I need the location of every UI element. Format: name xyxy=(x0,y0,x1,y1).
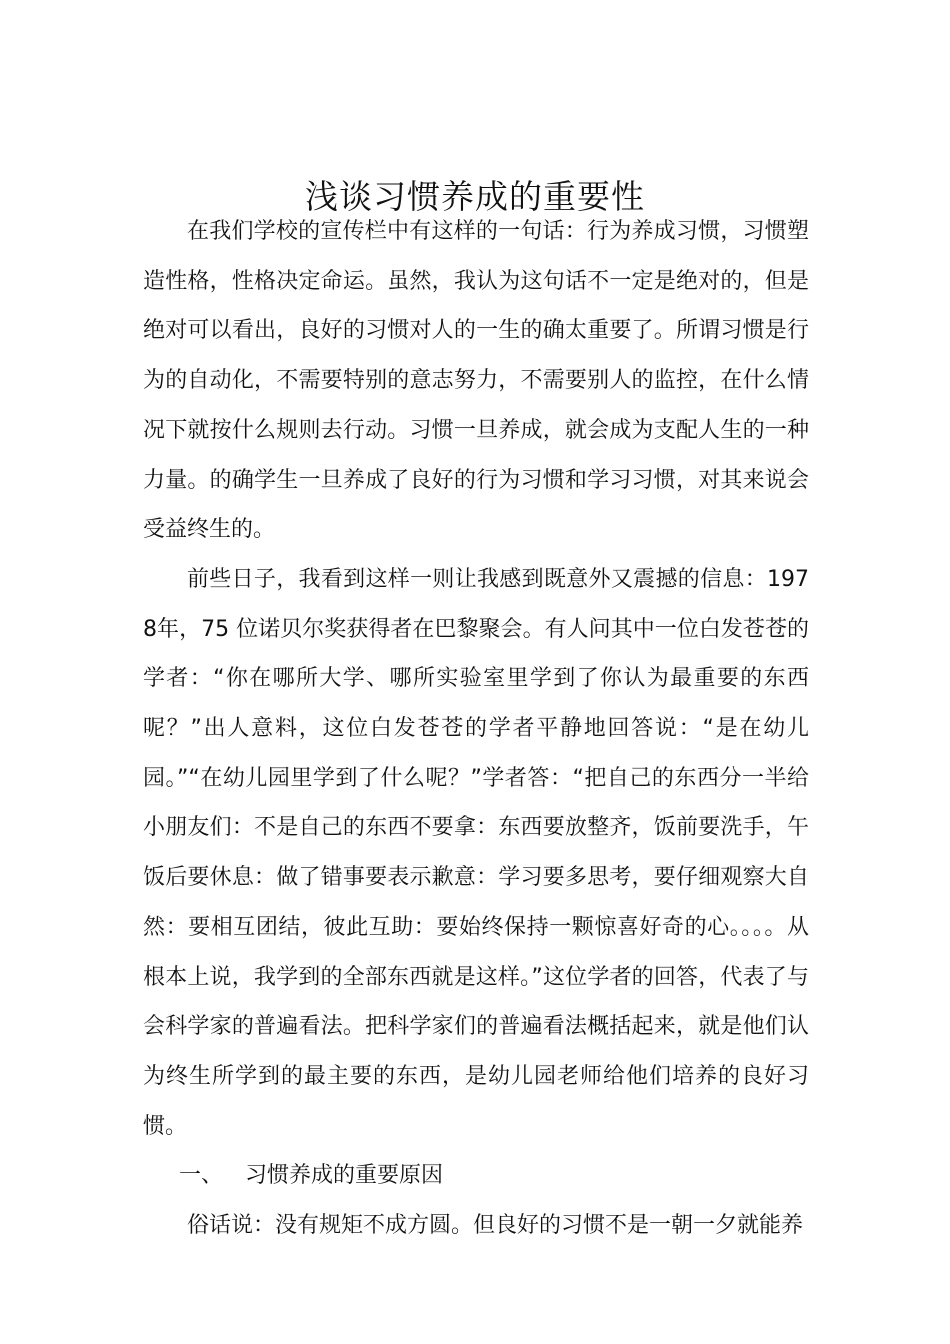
paragraph-3: 俗话说：没有规矩不成方圆。但良好的习惯不是一朝一夕就能养 xyxy=(187,1213,804,1239)
section-heading-number: 一、 xyxy=(179,1163,224,1189)
section-heading xyxy=(143,1151,809,1201)
paragraph-2: 前些日子，我看到这样一则让我感到既意外又震撼的信息：1978年，75 位诺贝尔奖获得者在巴黎聚会。有人问其中一位白发苍苍的学者：“你在哪所大学、哪所实验室里学到了你认为最重要的东西呢？”出人意料，这位白发苍苍的学者平静地回答说：“是在幼儿园。”“在幼儿园里学到了什么呢？”学者答：“把自己的东西分一半给小朋友们：不是自己的东西不要拿：东西要放整齐，饭前要洗手，午饭后要休息：做了错事要表示歉意：学习要多思考，要仔细观察大自然：要相互团结，彼此互助：要始终保持一颗惊喜好奇的心。。。。从根本上说，我学到的全部东西就是这样。”这位学者的回答，代表了与会科学家的普遍看法。把科学家们的普遍看法概括起来，就是他们认为终生所学到的最主要的东西，是幼儿园老师给他们培养的良好习惯。 xyxy=(143,566,809,1139)
document-title: 浅谈习惯养成的重要性 xyxy=(305,177,645,217)
section-heading-text: 习惯养成的重要原因 xyxy=(245,1163,444,1189)
document-body xyxy=(143,207,809,1251)
paragraph-1: 在我们学校的宣传栏中有这样的一句话：行为养成习惯，习惯塑造性格，性格决定命运。虽然，我认为这句话不一定是绝对的，但是绝对可以看出，良好的习惯对人的一生的确太重要了。所谓习惯是行为的自动化，不需要特别的意志努力，不需要别人的监控，在什么情况下就按什么规则去行动。习惯一旦养成，就会成为支配人生的一种力量。的确学生一旦养成了良好的行为习惯和学习习惯，对其来说会受益终生的。 xyxy=(143,219,809,543)
